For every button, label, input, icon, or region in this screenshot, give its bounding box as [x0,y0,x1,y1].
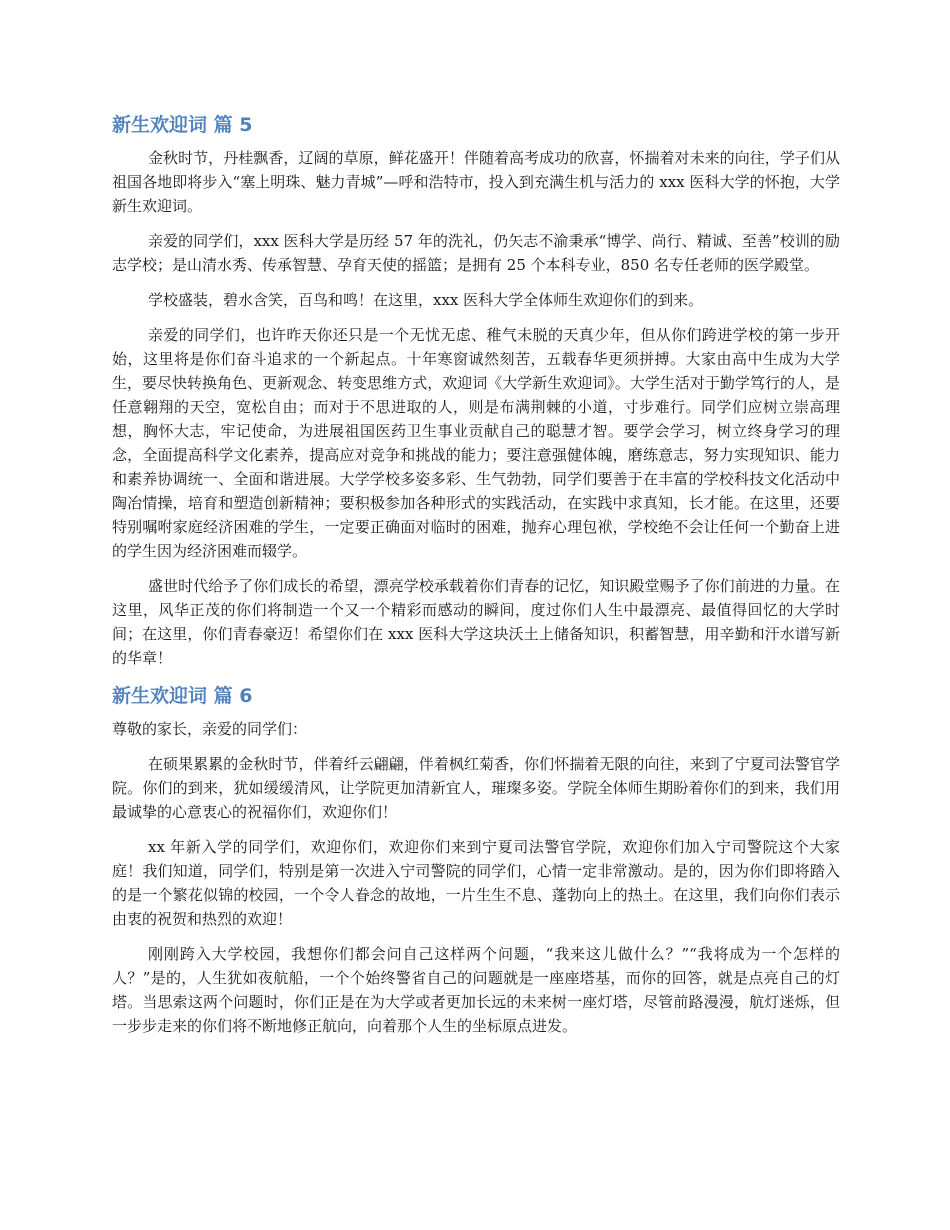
paragraph: 金秋时节，丹桂飘香，辽阔的草原，鲜花盛开！伴随着高考成功的欣喜，怀揣着对未来的向往，学子们从祖国各地即将步入“塞上明珠、魅力青城”—呼和浩特市，投入到充满生机与活力的 xxx 医科大学的怀抱，大学新生欢迎词。 [112,149,840,215]
paragraph: 亲爱的同学们，xxx 医科大学是历经 57 年的洗礼，仍矢志不渝秉承“博学、尚行、精诚、至善”校训的励志学校；是山清水秀、传承智慧、孕育天使的摇篮；是拥有 25 个本科专业，850 名专任老师的医学殿堂。 [112,232,840,274]
paragraph: 亲爱的同学们，也许昨天你还只是一个无忧无虑、稚气未脱的天真少年，但从你们跨进学校的第一步开始，这里将是你们奋斗追求的一个新起点。十年寒窗诚然刻苦，五载春华更须拼搏。大家由高中生成为大学生，要尽快转换角色、更新观念、转变思维方式，欢迎词《大学新生欢迎词》。大学生活对于勤学笃行的人，是任意翱翔的天空，宽松自由；而对于不思进取的人，则是布满荆棘的小道，寸步难行。同学们应树立崇高理想，胸怀大志，牢记使命，为进展祖国医药卫生事业贡献自己的聪慧才智。要学会学习，树立终身学习的理念，全面提高科学文化素养，提高应对竞争和挑战的能力；要注意强健体魄，磨练意志，努力实现知识、能力和素养协调统一、全面和谐进展。大学学校多姿多彩、生气勃勃，同学们要善于在丰富的学校科技文化活动中陶冶情操，培育和塑造创新精神；要积极参加各种形式的实践活动，在实践中求真知，长才能。在这里，还要特别嘱咐家庭经济困难的学生，一定要正确面对临时的困难，抛弃心理包袱，学校绝不会让任何一个勤奋上进的学生因为经济困难而辍学。 [112,326,840,560]
paragraph: 学校盛装，碧水含笑，百鸟和鸣！在这里，xxx 医科大学全体师生欢迎你们的到来。 [148,291,704,309]
section-heading: 新生欢迎词 篇 5 [112,114,253,136]
document-page [112,110,840,1049]
section-5 [112,110,840,670]
paragraph: 在硕果累累的金秋时节，伴着纤云翩翩，伴着枫红菊香，你们怀揣着无限的向往，来到了宁夏司法警官学院。你们的到来，犹如缓缓清风，让学院更加清新宜人，璀璨多姿。学院全体师生期盼着你们的到来，我们用最诚挚的心意衷心的祝福你们，欢迎你们！ [112,755,840,821]
paragraph: xx 年新入学的同学们，欢迎你们，欢迎你们来到宁夏司法警官学院，欢迎你们加入宁司警院这个大家庭！我们知道，同学们，特别是第一次进入宁司警院的同学们，心情一定非常激动。是的，因为你们即将踏入的是一个繁花似锦的校园，一个令人眷念的故地，一片生生不息、蓬勃向上的热土。在这里，我们向你们表示由衷的祝贺和热烈的欢迎！ [112,838,840,928]
section-heading: 新生欢迎词 篇 6 [112,685,253,707]
paragraph: 刚刚跨入大学校园，我想你们都会问自己这样两个问题，“我来这儿做什么？”“我将成为一个怎样的人？”是的，人生犹如夜航船，一个个始终警省自己的问题就是一座座塔基，而你的回答，就是点亮自己的灯塔。当思索这两个问题时，你们正是在为大学或者更加长远的未来树一座灯塔，尽管前路漫漫，航灯迷烁，但一步步走来的你们将不断地修正航向，向着那个人生的坐标原点进发。 [112,945,840,1035]
section-6 [112,681,840,1038]
paragraph: 盛世时代给予了你们成长的希望，漂亮学校承载着你们青春的记忆，知识殿堂赐予了你们前进的力量。在这里，风华正茂的你们将制造一个又一个精彩而感动的瞬间，度过你们人生中最漂亮、最值得回忆的大学时间；在这里，你们青春豪迈！希望你们在 xxx 医科大学这块沃土上储备知识，积蓄智慧，用辛勤和汗水谱写新的华章！ [112,577,840,667]
salutation: 尊敬的家长，亲爱的同学们： [112,720,308,738]
